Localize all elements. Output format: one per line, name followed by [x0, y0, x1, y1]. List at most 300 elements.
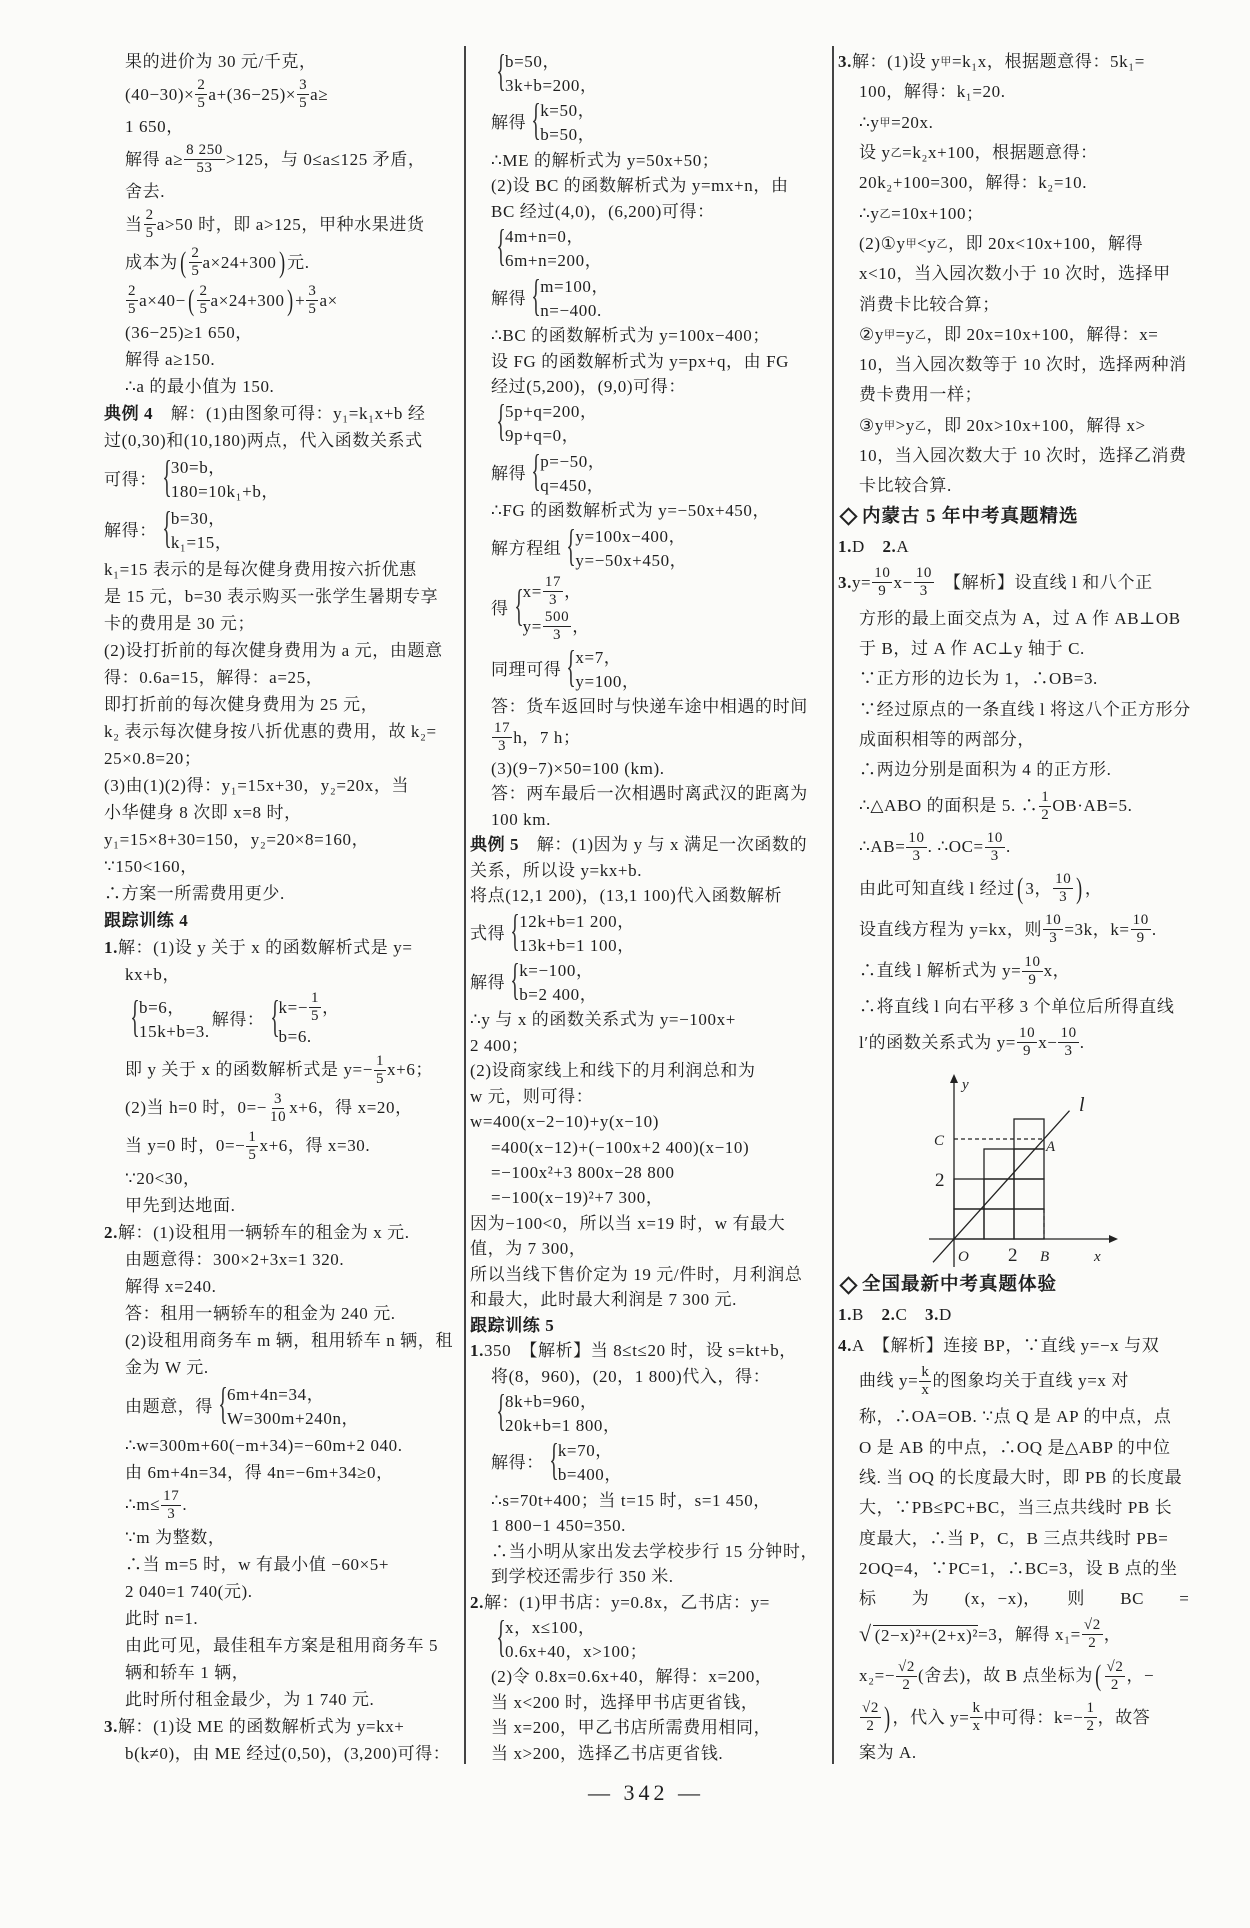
text-run: n=−400.	[540, 300, 602, 320]
text-run: 解：(1)因为 y 与 x 满足一次函数的	[519, 835, 808, 855]
text-line	[838, 871, 1190, 906]
system-row	[540, 299, 609, 323]
text-run: 解得	[470, 972, 506, 992]
system-row	[540, 123, 595, 147]
fraction	[919, 1364, 931, 1399]
text-run: 于 B，过 A 作 AC⊥y 轴于 C.	[859, 638, 1085, 658]
text-line	[104, 1329, 460, 1353]
bold-label: 1.	[470, 1341, 484, 1361]
text-line	[470, 1034, 822, 1058]
fraction	[543, 574, 563, 609]
text-line	[104, 452, 460, 504]
system-row	[227, 1383, 359, 1407]
fraction-denominator: 5	[191, 263, 200, 280]
system-row	[279, 990, 340, 1025]
system-row	[505, 1390, 621, 1414]
left-brace-icon: {	[218, 1378, 229, 1428]
text-line	[104, 558, 460, 582]
text-run: 成面积相等的两部分，	[859, 729, 1035, 749]
system-row	[575, 646, 639, 670]
text-line	[470, 1263, 822, 1287]
left-brace-icon: {	[566, 520, 577, 570]
fraction-denominator: 2	[1086, 1718, 1095, 1735]
text-run: 费卡费用一样；	[859, 385, 983, 405]
left-brace-icon: {	[510, 905, 521, 955]
text-run: ∴将直线 l 向右平移 3 个单位后所得直线	[859, 997, 1175, 1017]
text-run: 金为 W 元.	[125, 1357, 209, 1377]
text-run: ∵m 为整数，	[125, 1527, 226, 1547]
text-run: 解得 x=240.	[125, 1276, 217, 1296]
text-line	[470, 200, 822, 224]
fraction-numerator: 3	[274, 1090, 283, 1107]
text-run: x=7，	[575, 647, 622, 667]
big-parenthesis: (	[179, 245, 187, 279]
text-run: 3，	[1025, 878, 1053, 898]
text-line	[104, 1221, 460, 1245]
text-run: k=70，	[557, 1441, 613, 1461]
text-run: ，即 20x=10x+100，解得：x=	[926, 324, 1159, 344]
system-row	[505, 249, 602, 273]
fraction	[914, 565, 934, 600]
fraction	[246, 1129, 258, 1164]
system-row	[540, 474, 605, 498]
fraction	[306, 283, 318, 318]
text-run: 辆和轿车 1 辆，	[125, 1662, 250, 1682]
figure-label-B: B	[1040, 1248, 1050, 1265]
text-run: x₂=−	[859, 1666, 896, 1686]
equation-system	[493, 1612, 648, 1664]
bold-label: 2.	[104, 1222, 118, 1242]
system-row	[558, 1463, 622, 1487]
bold-label: 4.	[838, 1335, 852, 1355]
diamond-icon	[839, 507, 857, 525]
fraction-denominator: 5	[199, 301, 208, 318]
text-run: ，即 20x<10x+100，解得	[948, 233, 1144, 253]
text-run: a≥	[310, 84, 329, 104]
text-run: 设 FG 的函数解析式为 y=px+q，由 FG	[491, 351, 790, 371]
system-rows	[540, 99, 595, 147]
fraction	[1105, 1659, 1126, 1694]
text-run: D	[851, 537, 883, 556]
text-run: y₁=15×8+30=150，y₂=20×8=160，	[104, 830, 370, 850]
fraction-denominator: 5	[145, 225, 154, 242]
text-line	[470, 149, 822, 173]
text-line	[470, 695, 822, 719]
fraction	[1043, 912, 1063, 947]
text-run: 解得	[491, 463, 527, 483]
equation-system	[507, 905, 635, 958]
text-line	[470, 1186, 822, 1210]
left-brace-icon: {	[510, 954, 521, 1004]
text-run: A 【解析】连接 BP，∵直线 y=−x 与双	[851, 1335, 1160, 1355]
text-run: =y	[895, 324, 915, 344]
figure-label-C: C	[934, 1132, 945, 1149]
text-line	[104, 1091, 460, 1126]
fraction-denominator: 3	[498, 738, 507, 755]
fraction-numerator: √2	[1106, 1658, 1124, 1675]
text-run: y=−50x+450，	[575, 550, 688, 570]
text-run: 解：(1)设 ME 的函数解析式为 y=kx+	[117, 1716, 405, 1736]
text-line	[470, 1540, 822, 1564]
text-run: ∴y	[859, 203, 880, 223]
text-run: 式得	[470, 923, 506, 943]
left-brace-icon: {	[496, 46, 507, 95]
text-run: ，−	[1126, 1666, 1155, 1686]
text-run: 由题意，得	[125, 1396, 213, 1416]
system-row	[227, 1407, 359, 1431]
text-line	[470, 1339, 822, 1363]
fraction-numerator: √2	[898, 1658, 915, 1675]
fraction-numerator: √2	[1083, 1617, 1101, 1634]
text-line	[104, 1378, 460, 1431]
text-line	[470, 1161, 822, 1185]
left-brace-icon: {	[531, 445, 542, 495]
text-run: 因为−100<0，所以当 x=19 时，w 有最大	[470, 1213, 786, 1233]
left-brace-icon: {	[531, 270, 542, 320]
fraction	[906, 830, 926, 865]
system-row	[171, 507, 233, 531]
unit-square	[984, 1179, 1014, 1209]
fraction-numerator: 500	[544, 609, 570, 626]
subscript: 甲	[883, 419, 896, 432]
text-run: 答：两车最后一次相遇时离武汉的距离为	[491, 784, 808, 804]
left-brace-icon: {	[566, 641, 577, 691]
text-line	[104, 612, 460, 636]
text-run: q=450，	[540, 475, 605, 495]
text-run: 答：租用一辆轿车的租金为 240 元.	[125, 1303, 396, 1323]
page-number: — 342 —	[588, 1780, 704, 1805]
text-line	[104, 115, 460, 139]
text-run: 成本为	[125, 252, 178, 272]
text-run: kx+b，	[125, 965, 181, 985]
fraction-numerator: √2	[862, 1700, 879, 1717]
text-run: 100，解得：k₁=20.	[859, 82, 1006, 102]
text-run: 经过(5,200)，(9,0)可得：	[491, 376, 686, 396]
text-run: 12k+b=1 200，	[519, 911, 635, 931]
text-run: 由此可知直线 l 经过	[859, 878, 1015, 898]
text-run: 解得	[491, 288, 527, 308]
left-brace-icon: {	[496, 1612, 507, 1661]
text-run: w=400(x−2−10)+y(x−10)	[470, 1112, 659, 1132]
equation-system	[493, 46, 598, 98]
system-rows	[505, 400, 598, 448]
text-run: w 元，则可得：	[470, 1086, 594, 1106]
text-line	[470, 46, 822, 98]
text-run: 当 x>200，选择乙书店更省钱.	[491, 1743, 724, 1763]
text-run: (2)①y	[859, 233, 906, 253]
system-rows	[519, 910, 635, 958]
fraction-denominator: 2	[1088, 1635, 1097, 1652]
subscript: 甲	[879, 116, 892, 129]
text-line	[838, 830, 1190, 865]
text-run: 果的进价为 30 元/千克，	[125, 52, 317, 71]
text-run: .	[182, 1495, 188, 1515]
text-run: x<10，当入园次数小于 10 次时，选择甲	[859, 264, 1171, 284]
text-run: O 是 AB 的中点，∴OQ 是△ABP 的中位	[859, 1437, 1171, 1457]
bold-label: 2.	[881, 1305, 896, 1325]
system-row	[519, 934, 635, 958]
text-line	[838, 1587, 1190, 1611]
text-line	[838, 141, 1190, 165]
fraction-numerator: 17	[544, 574, 562, 591]
text-run: ∵经过原点的一条直线 l 将这八个正方形分	[859, 699, 1191, 719]
text-run: b=400，	[557, 1465, 622, 1485]
text-line	[838, 1466, 1190, 1490]
text-line	[838, 728, 1190, 752]
bold-label: 典例 4	[104, 404, 154, 424]
text-run: 解：(1)设 y	[851, 52, 941, 71]
text-line	[104, 1356, 460, 1380]
text-run: a×	[319, 290, 338, 310]
system-row	[505, 74, 598, 98]
text-run: 15k+b=3.	[139, 1021, 210, 1041]
text-line	[470, 1742, 822, 1766]
text-run: ∴s=70t+400；当 t=15 时，s=1 450，	[491, 1490, 771, 1510]
column-left	[104, 50, 460, 1766]
text-run: 3k+b=200，	[505, 76, 598, 95]
text-run: b=6，	[139, 997, 185, 1017]
equation-system	[563, 641, 640, 694]
fraction-numerator: k	[972, 1700, 981, 1717]
fraction	[1058, 1025, 1078, 1060]
text-line	[470, 520, 822, 573]
text-run: b(k≠0)，由 ME 经过(0,50)，(3,200)可得：	[125, 1743, 451, 1763]
x-axis-arrow-icon	[1109, 1235, 1118, 1243]
equation-system	[267, 990, 340, 1049]
text-run: 中可得：k=−	[983, 1707, 1084, 1727]
fraction-numerator: k	[921, 1363, 930, 1380]
fraction-numerator: 2	[197, 77, 206, 94]
bold-label: 跟踪训练 4	[104, 911, 189, 931]
left-brace-icon: {	[496, 1385, 507, 1435]
system-rows	[523, 574, 590, 644]
text-run: =3，解得 x₁=	[978, 1624, 1081, 1644]
text-line	[104, 882, 460, 906]
text-line	[470, 1565, 822, 1589]
fraction-numerator: 10	[1132, 912, 1149, 929]
system-row	[505, 400, 598, 424]
text-run: 5p+q=200，	[505, 402, 598, 422]
text-run: k₁=15，	[170, 533, 233, 553]
fraction-denominator: 5	[248, 1146, 257, 1163]
text-line	[104, 666, 460, 690]
text-run: .	[1005, 837, 1011, 857]
system-row	[540, 99, 595, 123]
text-line	[104, 693, 460, 717]
figure-label-O: O	[958, 1248, 970, 1265]
text-run: ，即 20x>10x+100，解得 x>	[926, 415, 1146, 435]
text-run: (3)由(1)(2)得：y₁=15x+30，y₂=20x，当	[104, 776, 410, 796]
fraction	[543, 609, 571, 644]
text-line	[104, 1488, 460, 1523]
fraction-denominator: 2	[1041, 806, 1050, 823]
text-line	[838, 1659, 1190, 1694]
text-run: (2)设 BC 的函数解析式为 y=mx+n，由	[491, 176, 789, 196]
text-run: x−	[1038, 1032, 1058, 1052]
fraction-denominator: 9	[878, 583, 887, 600]
fraction	[374, 1053, 386, 1088]
fraction	[1084, 1700, 1096, 1735]
bold-label: 1.	[838, 1305, 852, 1325]
fraction-numerator: 3	[299, 77, 308, 94]
text-line	[470, 1136, 822, 1160]
system-rows	[540, 275, 609, 323]
text-line	[104, 1634, 460, 1658]
text-run: 由 6m+4n=34，得 4n=−6m+34≥0，	[125, 1462, 394, 1482]
bold-label: 2.	[882, 537, 897, 556]
text-line	[838, 565, 1190, 600]
text-run: ∴当 m=5 时，w 有最小值 −60×5+	[125, 1554, 390, 1574]
text-run: 解：(1)由图象可得：y₁=k₁x+b 经	[153, 404, 426, 424]
text-run: 关系，所以设 y=kx+b.	[470, 860, 643, 880]
text-line	[104, 936, 460, 960]
text-line	[838, 789, 1190, 824]
diamond-icon	[839, 1276, 857, 1294]
text-run: =k₂x+100，根据题意得：	[902, 142, 1098, 162]
fraction-denominator: x	[921, 1381, 930, 1398]
equation-system	[493, 1385, 621, 1438]
text-run: (40−30)×	[125, 84, 195, 104]
text-run: 将(8，960)，(20，1 800)代入，得：	[491, 1366, 771, 1386]
text-line	[104, 720, 460, 744]
system-row	[519, 959, 597, 983]
text-line	[104, 963, 460, 987]
text-run: l′的函数关系式为 y=	[859, 1032, 1016, 1052]
text-run: . ∴OC=	[927, 837, 984, 857]
fraction-denominator: 3	[167, 1505, 176, 1522]
system-row	[171, 456, 279, 480]
text-run: =10x+100；	[891, 203, 984, 223]
left-brace-icon: {	[130, 991, 141, 1041]
text-line	[104, 585, 460, 609]
text-run: (2)设租用商务车 m 辆，租用轿车 n 辆，租	[125, 1330, 453, 1350]
text-line	[838, 1405, 1190, 1429]
text-line	[470, 1514, 822, 1538]
text-run: 解得 a≥	[125, 149, 184, 169]
text-run: ∴FG 的函数解析式为 y=−50x+450，	[491, 501, 771, 521]
text-run: 答：货车返回时与快递车途中相遇的时间	[491, 697, 808, 716]
text-line	[838, 293, 1190, 317]
text-run: 将点(12,1 200)，(13,1 100)代入函数解析	[470, 886, 783, 906]
text-run: =3k，k=	[1064, 919, 1130, 939]
text-run: (2)令 0.8x=0.6x+40，解得：x=200，	[491, 1667, 773, 1687]
fraction	[144, 207, 156, 242]
text-line	[104, 207, 460, 242]
text-run: 解得 a≥150.	[125, 350, 216, 370]
fraction-denominator: 5	[299, 95, 308, 112]
text-line	[470, 1435, 822, 1487]
text-run: ∴当小明从家出发去学校步行 15 分钟时，	[491, 1541, 819, 1561]
text-line	[470, 1385, 822, 1438]
text-line	[104, 1461, 460, 1485]
text-run: ∵20<30，	[125, 1168, 201, 1188]
text-run: 【解析】设直线 l 和八个正	[934, 572, 1153, 592]
text-line	[470, 375, 822, 399]
big-parenthesis: )	[1076, 871, 1083, 905]
text-line	[104, 1129, 460, 1164]
text-line	[470, 270, 822, 323]
text-line	[104, 1167, 460, 1191]
fraction	[872, 565, 892, 600]
text-run: x−	[893, 572, 913, 592]
text-run: ，	[1084, 878, 1103, 898]
text-run: ∵150<160，	[104, 857, 198, 877]
fraction	[1053, 871, 1073, 906]
fraction	[492, 720, 512, 755]
text-run: 2 400；	[470, 1035, 529, 1055]
fraction-numerator: 1	[1041, 788, 1050, 805]
text-line	[104, 180, 460, 204]
text-line	[838, 912, 1190, 947]
subscript: 甲	[905, 237, 918, 250]
text-run: 当 y=0 时，0=−	[125, 1136, 246, 1156]
text-run: 大，∵PB≤PC+BC，当三点共线时 PB 长	[859, 1498, 1173, 1518]
text-run: 标 为 (x，−x)， 则 BC =	[859, 1589, 1190, 1609]
text-run: =−100(x−19)²+7 300，	[491, 1188, 664, 1208]
text-line	[838, 383, 1190, 407]
text-run: ，	[322, 997, 340, 1017]
text-line	[104, 348, 460, 372]
fraction-numerator: 10	[1060, 1025, 1077, 1042]
figure-label-two_y: 2	[935, 1169, 946, 1191]
fraction-denominator: 3	[553, 627, 562, 644]
text-line	[838, 171, 1190, 195]
fraction-denominator: 3	[990, 847, 999, 864]
bold-label: 1.	[104, 938, 118, 958]
text-run: ，故答	[1097, 1707, 1151, 1727]
text-line	[838, 323, 1190, 347]
text-run: 甲先到达地面.	[125, 1195, 236, 1215]
text-run: y=	[522, 616, 542, 636]
text-line	[104, 828, 460, 852]
text-run: B	[851, 1305, 882, 1325]
text-run: h，7 h；	[513, 727, 581, 747]
text-line	[838, 1557, 1190, 1581]
equation-system	[528, 95, 596, 147]
text-line	[470, 174, 822, 198]
text-run: ∴y	[859, 112, 880, 132]
text-line	[470, 1314, 822, 1338]
text-run: 180=10k₁+b，	[170, 482, 280, 502]
text-line	[838, 1700, 1190, 1735]
text-run: =k₁x，根据题意得：5k₁=	[951, 52, 1145, 71]
text-line	[104, 990, 460, 1049]
text-run: 解得：	[491, 1453, 544, 1473]
text-line	[104, 503, 460, 555]
figure-label-A: A	[1046, 1138, 1056, 1155]
section-heading	[838, 505, 1190, 529]
unit-square	[984, 1149, 1014, 1179]
fraction-numerator: 10	[1024, 953, 1041, 970]
fraction-denominator: 3	[1064, 1043, 1073, 1060]
fraction-numerator: 10	[1018, 1025, 1036, 1042]
text-run: k=50，	[540, 101, 596, 121]
text-run: 卡比较合算.	[859, 476, 952, 496]
text-line	[470, 1237, 822, 1261]
text-run: x+6，得 x=30.	[259, 1136, 371, 1156]
text-run: =400(x−12)+(−100x+2 400)(x−10)	[491, 1137, 750, 1157]
text-line	[104, 1715, 460, 1739]
system-rows	[227, 1383, 359, 1431]
fraction-numerator: 2	[191, 245, 200, 262]
text-run: y=100，	[575, 671, 640, 691]
text-run: (2)设打折前的每次健身费用为 a 元，由题意	[104, 641, 443, 661]
fraction-numerator: 1	[248, 1128, 257, 1145]
section-heading	[838, 1273, 1190, 1297]
text-line	[104, 142, 460, 177]
text-line	[470, 1665, 822, 1689]
text-run: (2)当 h=0 时，0=−	[125, 1098, 267, 1118]
